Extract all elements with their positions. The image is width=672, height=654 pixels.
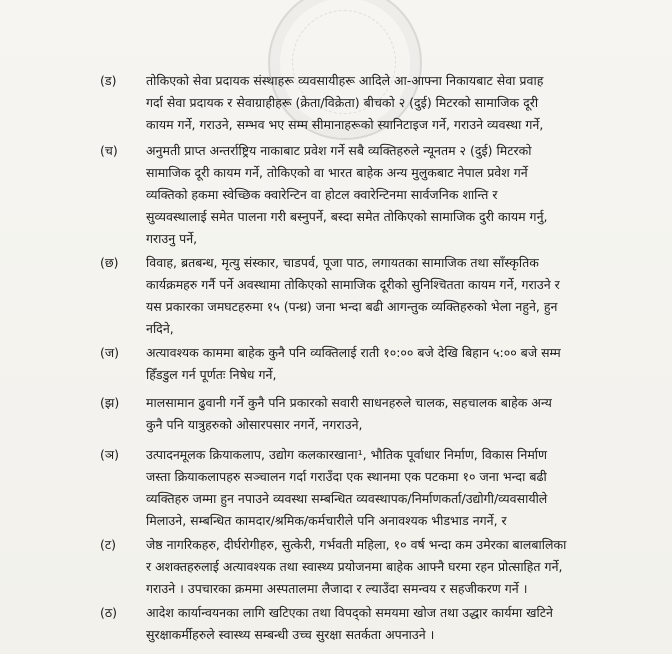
item-marker: (छ) [100, 255, 119, 270]
text-line: कार्यक्रमहरु गर्नै पर्ने अवस्थामा तोकिएको सामाजिक दूरीको सुनिश्चितता कायम गर्ने, गराउने र [146, 277, 560, 292]
text-line: मालसामान ढुवानी गर्ने कुनै पनि प्रकारको सवारी साधनहरुले चालक, सहचालक बाहेक अन्य [146, 395, 552, 410]
text-line: विवाह, ब्रतबन्ध, मृत्यु संस्कार, चाडपर्व, पूजा पाठ, लगायतका सामाजिक तथा साँस्कृतिक [146, 255, 539, 270]
item-text [146, 602, 672, 646]
text-line: आदेश कार्यान्वयनका लागि खटिएका तथा विपद्को समयमा खोज तथा उद्धार कार्यमा खटिने [146, 605, 553, 620]
text-line: व्यक्तिको हकमा स्वेच्छिक क्वारेन्टिन वा होटल क्वारेन्टिनमा सार्वजनिक शान्ति र [146, 187, 498, 202]
text-line: जस्ता क्रियाकलापहरु सञ्चालन गर्दा गराउँदा एक स्थानमा एक पटकमा १० जना भन्दा बढी [146, 469, 547, 484]
item-text [146, 70, 672, 136]
item-text [146, 252, 672, 340]
text-line: नदिने, [146, 321, 174, 336]
text-line: यस प्रकारका जमघटहरुमा १५ (पन्ध्र) जना भन्दा बढी आगन्तुक व्यक्तिहरुको भेला नहुने, हुन [146, 299, 558, 314]
text-line: अनुमती प्राप्त अन्तर्राष्ट्रिय नाकाबाट प्रवेश गर्ने सबै व्यक्तिहरुले न्यूनतम २ (दुई) मिटरको [146, 143, 532, 158]
text-line: सुरक्षाकर्मीहरुले स्वास्थ्य सम्बन्धी उच्च सुरक्षा सतर्कता अपनाउने । [146, 627, 435, 642]
item-text [146, 342, 672, 386]
text-line: जेष्ठ नागरिकहरु, दीर्घरोगीहरु, सुत्केरी, गर्भवती महिला, १० वर्ष भन्दा कम उमेरका बालबालिका [146, 537, 567, 552]
item-marker: (ज) [100, 345, 120, 360]
text-line: कुनै पनि यात्रुहरुको ओसारपसार नगर्ने, नगराउने, [146, 417, 363, 432]
item-marker: (ट) [100, 537, 117, 552]
text-line: तोकिएको सेवा प्रदायक संस्थाहरू व्यवसायीहरू आदिले आ-आफ्ना निकायबाट सेवा प्रवाह [146, 73, 544, 88]
text-line: उत्पादनमूलक क्रियाकलाप, उद्योग कलकारखाना¹, भौतिक पूर्वाधार निर्माण, विकास निर्माण [146, 447, 548, 462]
item-marker: (च) [100, 143, 118, 158]
item-marker: (ञ) [100, 447, 120, 462]
text-line: गराउनु पर्ने, [146, 231, 198, 246]
text-line: गर्दा सेवा प्रदायक र सेवाग्राहीहरू (क्रेता/विक्रेता) बीचको २ (दुई) मिटरको सामाजिक दूरी [146, 95, 539, 110]
text-line: कायम गर्ने, गराउने, सम्भव भए सम्म सीमानाहरूको स्यानिटाइज गर्ने, गराउने व्यवस्था गर्ने, [146, 117, 544, 132]
text-line: सुव्यवस्थालाई समेत पालना गरी बस्नुपर्ने, बस्दा समेत तोकिएको सामाजिक दुरी कायम गर्नु, [146, 209, 548, 224]
item-text [146, 392, 672, 436]
text-line: गराउने । उपचारका क्रममा अस्पतालमा लैजादा र ल्याउँदा समन्वय र सहजीकरण गर्ने । [146, 581, 528, 596]
item-marker: (ड) [100, 73, 117, 88]
item-marker: (झ) [100, 395, 120, 410]
item-text [146, 444, 672, 532]
text-line: व्यक्तिहरु जम्मा हुन नपाउने व्यवस्था सम्बन्धित व्यवस्थापक/निर्माणकर्ता/उद्योगी/व्यवसायीले [146, 491, 548, 506]
text-line: सामाजिक दूरी कायम गर्ने, तोकिएको वा भारत बाहेक अन्य मुलुकबाट नेपाल प्रवेश गर्ने [146, 165, 528, 180]
text-line: हिँडडुल गर्न पूर्णतः निषेध गर्ने, [146, 367, 277, 382]
item-text [146, 534, 672, 600]
text-line: र अशक्तहरुलाई अत्यावश्यक तथा स्वास्थ्य प्रयोजनमा बाहेक आफ्नै घरमा रहन प्रोत्साहित गर्ने, [146, 559, 563, 574]
item-marker: (ठ) [100, 605, 118, 620]
item-text [146, 140, 672, 250]
text-line: अत्यावश्यक काममा बाहेक कुनै पनि व्यक्तिलाई राती १०:०० बजे देखि बिहान ५:०० बजे सम्म [146, 345, 561, 360]
text-line: मिलाउने, सम्बन्धित कामदार/श्रमिक/कर्मचारीले पनि अनावश्यक भीडभाड नगर्ने, र [146, 513, 507, 528]
